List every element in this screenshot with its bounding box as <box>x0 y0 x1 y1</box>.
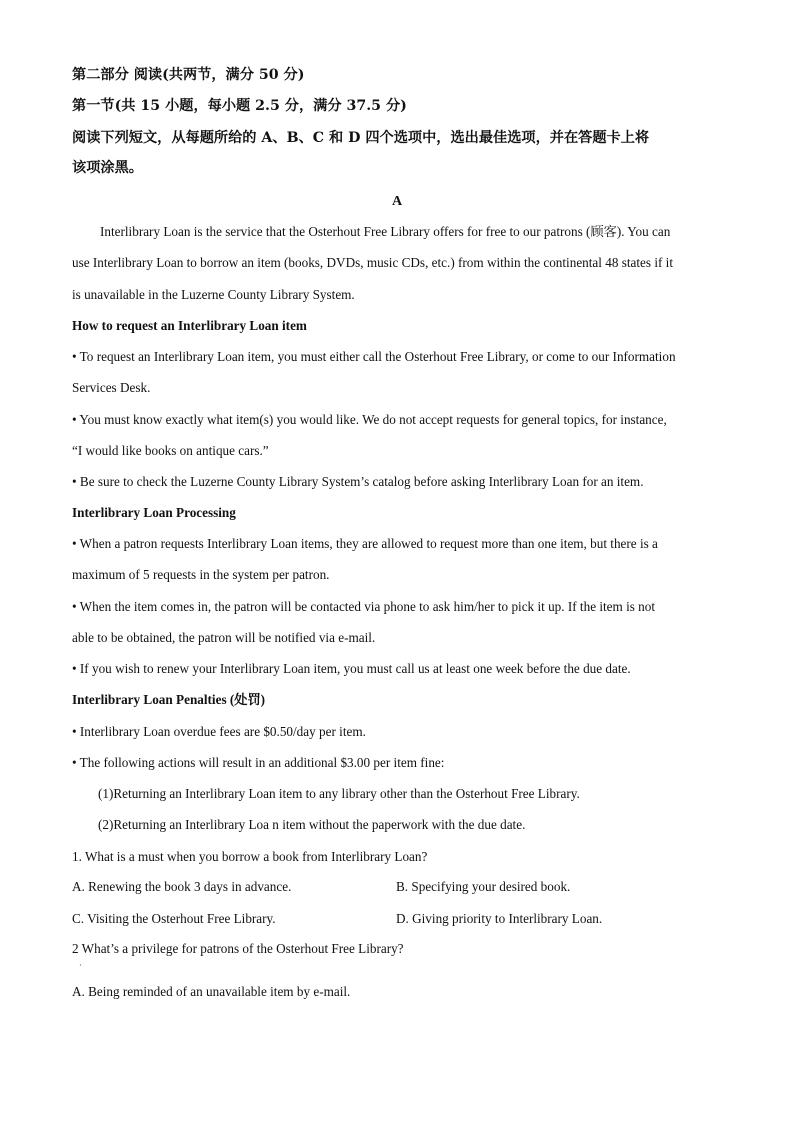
question-1-option-c: C. Visiting the Osterhout Free Library. <box>72 911 276 926</box>
intro-line-2: use Interlibrary Loan to borrow an item (books, DVDs, music CDs, etc.) from within the continental 48 states if it <box>72 255 674 270</box>
processing-bullet-2-line-1: • When the item comes in, the patron will be contacted via phone to ask him/her to pick it up. If the item is not <box>72 599 656 614</box>
request-heading: How to request an Interlibrary Loan item <box>72 318 307 333</box>
processing-bullet-3: • If you wish to renew your Interlibrary Loan item, you must call us at least one week before the due date. <box>72 661 631 676</box>
request-bullet-2-line-2: “I would like books on antique cars.” <box>72 443 269 458</box>
passage-label: A <box>391 194 403 209</box>
processing-bullet-1-line-2: maximum of 5 requests in the system per patron. <box>72 567 330 582</box>
question-1-option-b: B. Specifying your desired book. <box>396 879 571 894</box>
processing-bullet-2-line-2: able to be obtained, the patron will be notified via e-mail. <box>72 630 376 645</box>
intro-line-3: is unavailable in the Luzerne County Library System. <box>72 287 355 302</box>
processing-heading: Interlibrary Loan Processing <box>72 505 236 520</box>
penalties-heading: Interlibrary Loan Penalties (处罚) <box>72 692 266 707</box>
penalties-sub-item-2: (2)Returning an Interlibrary Loa n item without the paperwork with the due date. <box>98 817 526 832</box>
part-title: 第二部分 阅读(共两节，满分 50 分) <box>72 67 305 83</box>
request-bullet-1-line-2: Services Desk. <box>72 380 151 395</box>
section-title: 第一节(共 15 小题，每小题 2.5 分，满分 37.5 分) <box>72 98 407 114</box>
penalties-bullet-2: • The following actions will result in an additional $3.00 per item fine: <box>72 755 445 770</box>
penalties-sub-item-1: (1)Returning an Interlibrary Loan item to any library other than the Osterhout Free Library. <box>98 786 580 801</box>
question-1-stem: 1. What is a must when you borrow a book from Interlibrary Loan? <box>72 849 428 864</box>
request-bullet-2-line-1: • You must know exactly what item(s) you would like. We do not accept requests for general topics, for instance, <box>72 412 667 427</box>
request-bullet-1-line-1: • To request an Interlibrary Loan item, you must either call the Osterhout Free Library, or come to our Information <box>72 349 676 364</box>
request-bullet-3: • Be sure to check the Luzerne County Library System’s catalog before asking Interlibrary Loan for an item. <box>72 474 644 489</box>
stray-mark: · <box>79 961 82 970</box>
instruction-line-1: 阅读下列短文，从每题所给的 A、B、C 和 D 四个选项中，选出最佳选项，并在答题卡上将 <box>72 130 650 146</box>
question-2-stem: 2 What’s a privilege for patrons of the Osterhout Free Library? <box>72 941 404 956</box>
question-1-option-d: D. Giving priority to Interlibrary Loan. <box>396 911 603 926</box>
instruction-line-2: 该项涂黑。 <box>72 160 143 176</box>
processing-bullet-1-line-1: • When a patron requests Interlibrary Loan items, they are allowed to request more than one item, but there is a <box>72 536 658 551</box>
question-1-option-a: A. Renewing the book 3 days in advance. <box>72 879 292 894</box>
intro-line-1: Interlibrary Loan is the service that the Osterhout Free Library offers for free to our patrons (顾客). You can <box>100 224 671 239</box>
penalties-bullet-1: • Interlibrary Loan overdue fees are $0.50/day per item. <box>72 724 366 739</box>
question-2-option-a: A. Being reminded of an unavailable item by e-mail. <box>72 984 351 999</box>
